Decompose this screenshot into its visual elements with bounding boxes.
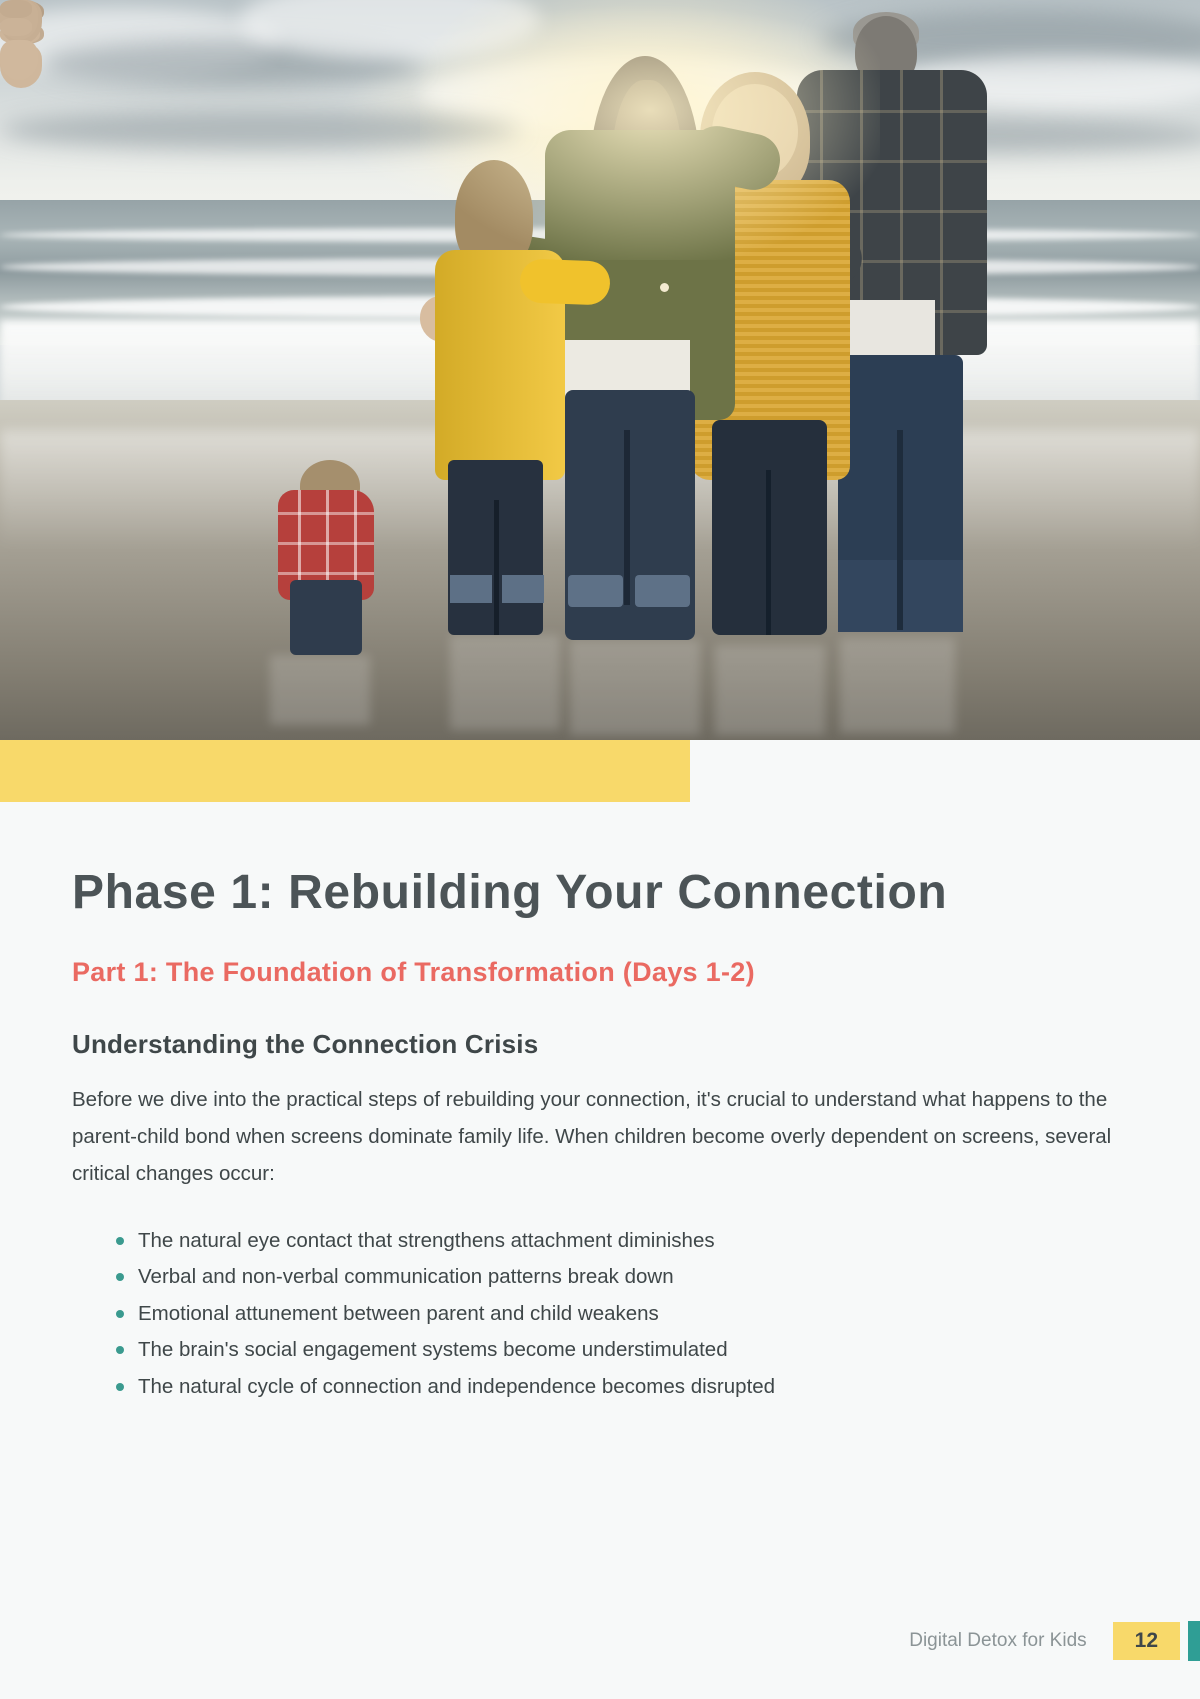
reflection: [570, 640, 700, 735]
bullet-list: [72, 1223, 1128, 1405]
reflection: [840, 638, 955, 733]
section-heading: Understanding the Connection Crisis: [72, 1029, 539, 1060]
yellow-accent-bar: [0, 740, 690, 802]
list-item: Verbal and non-verbal communication patterns break down: [116, 1259, 1128, 1295]
figure-child: [0, 0, 32, 36]
footer-accent-tab: [1188, 1621, 1200, 1661]
list-item: The natural eye contact that strengthens attachment diminishes: [116, 1223, 1128, 1259]
cloud-shape: [0, 110, 520, 150]
reflection: [270, 655, 370, 725]
reflection: [450, 635, 560, 730]
body-paragraph: Before we dive into the practical steps of rebuilding your connection, it's crucial to understand what happens to the parent-child bond when screens dominate family life. When children become overly dependent on screens, several critical changes occur:: [72, 1088, 1112, 1185]
footer-page-number: 12: [1113, 1622, 1180, 1659]
page-footer: [909, 1621, 1200, 1661]
reflection: [715, 645, 825, 735]
page-subtitle: Part 1: The Foundation of Transformation (Days 1-2): [72, 956, 755, 987]
list-item: The natural cycle of connection and independence becomes disrupted: [116, 1369, 1128, 1405]
list-item: The brain's social engagement systems become understimulated: [116, 1332, 1128, 1368]
footer-book-title: Digital Detox for Kids: [909, 1630, 1087, 1651]
page-title: Phase 1: Rebuilding Your Connection: [72, 866, 948, 919]
list-item: Emotional attunement between parent and child weakens: [116, 1296, 1128, 1332]
page-content: [0, 802, 1200, 1405]
hero-image: [0, 0, 1200, 740]
